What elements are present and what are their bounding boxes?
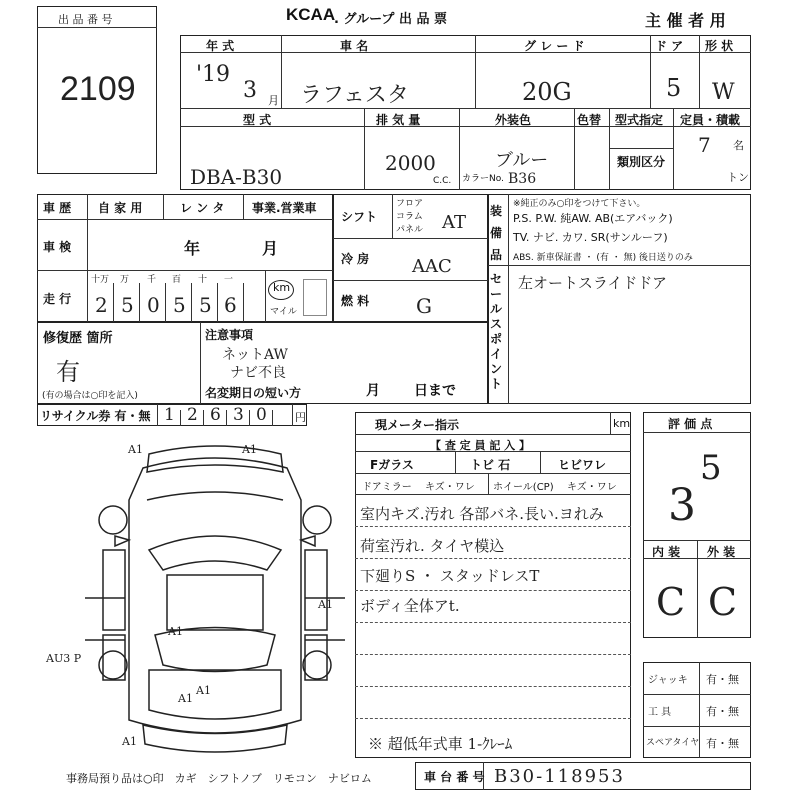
fuel-label: 燃 料 [341,294,370,308]
digit-label-100: 百 [172,275,182,285]
digit-label-10k: 万 [120,275,130,285]
column-option: コラム [396,212,423,222]
mileage-digit: 5 [199,293,212,317]
mile-box [303,279,327,316]
inspection-year-label: 年 [184,239,201,258]
mirror-condition: キズ・ワレ [425,482,475,493]
repair-history-value: 有 [56,358,80,386]
copy-label: 主 催 者 用 [645,11,726,30]
sales-point-value: 左オートスライドドア [518,274,667,292]
rental-option: レ ン タ [180,201,225,215]
equipment-note: ※純正のみ○印をつけて下さい。 [513,199,646,209]
inspector-footer-note: ※ 超低年式車 1-ｸﾚｰﾑ [368,735,513,753]
recycle-unit: 円 [295,411,306,424]
damage-mark: A1 [178,692,193,705]
business-use-option: 事業.営業車 [252,201,317,215]
month-value: 3 [243,78,257,103]
door-label: ド ア [655,39,684,53]
capacity-unit: 名 [733,139,744,152]
car-body-diagram [85,440,345,760]
mile-label: マイル [270,307,297,317]
recycle-digit: 6 [210,405,221,425]
door-value: 5 [666,74,682,102]
displacement-value: 2000 [385,151,436,175]
equipment-line-3: ABS. 新車保証書 ・ (有 ・ 無) 後日送りのみ [513,253,693,263]
repair-history-label: 修復歴 箇所 [43,331,113,346]
damage-mark: A1 [122,735,137,748]
private-use-option: 自 家 用 [98,201,143,215]
score-main: 3 [668,480,696,531]
name-change-label: 名変期日の短い方 [205,386,302,400]
mileage-digit: 2 [95,293,108,317]
capacity-value: 7 [698,133,711,157]
interior-label: 内 装 [652,545,681,559]
model-label: 型 式 [243,113,272,127]
mileage-digit: 0 [147,293,160,317]
mirror-label: ドアミラー [362,482,412,493]
model-designation-label: 型式指定 [615,113,664,127]
mileage-digit: 6 [224,293,237,317]
interior-grade: C [656,580,686,624]
name-change-day: 日まで [414,383,456,399]
color-value: ブルー [495,150,549,171]
shift-label: シフト [341,210,378,224]
damage-mark: A1 [196,684,211,697]
windshield-label: Fガラス [370,458,414,472]
damage-mark: A1 [242,443,257,456]
displacement-unit: C.C. [433,176,452,186]
score-label: 評 価 点 [668,417,713,431]
equipment-line-1: P.S. P.W. 純AW. AB(エアバック) [513,212,673,225]
inspector-note: ボディ全体アt. [360,597,460,615]
recycle-digit: 1 [164,405,175,425]
lot-number: 2109 [60,70,136,108]
accessory-spare-label: スペアタイヤ [646,738,700,748]
km-label: km [273,281,291,294]
caution-label: 注意事項 [205,328,254,342]
repair-history-note: (有の場合は○印を記入) [42,391,138,401]
month-suffix: 月 [268,94,279,107]
color-no-label: カラーNo. [462,174,504,184]
grade-label: グ レ ー ド [524,39,585,53]
lot-number-label: 出 品 番 号 [58,13,113,26]
accessory-jack-value: 有・無 [706,673,739,686]
accessory-spare-value: 有・無 [706,737,739,750]
score-sub: 5 [700,448,722,488]
exterior-label: 外 装 [707,545,736,559]
color-change-label: 色替 [577,113,602,127]
inspector-note: 荷室汚れ. タイヤ模込 [360,537,505,555]
color-no-value: B36 [508,171,537,187]
history-label: 車 歴 [43,201,72,215]
capacity-label: 定員・積載 [680,113,741,127]
car-name-label: 車 名 [340,39,369,53]
exterior-color-label: 外装色 [495,113,532,127]
accessory-jack-label: ジャッキ [648,675,688,686]
floor-option: フロア [396,199,424,209]
digit-label-10: 十 [198,275,208,285]
recycle-label: リサイクル券 有・無 [40,409,151,423]
year-label: 年 式 [206,39,235,53]
accessory-tools-label: 工 具 [648,707,672,718]
chassis-value: B30-118953 [494,766,625,787]
org-title: . グループ 出 品 票 [334,12,448,27]
meter-unit: km [613,417,631,430]
meter-label: 現メーター指示 [375,418,460,432]
inspection-month-label: 月 [262,239,279,258]
shape-value: W [712,80,735,105]
recycle-digit: 0 [256,405,267,425]
car-name-value: ラフェスタ [300,83,409,108]
digit-label-1k: 千 [147,275,157,285]
displacement-label: 排 気 量 [376,113,421,127]
equipment-line-2: TV. ナビ. カワ. SR(サンルーフ) [513,231,668,244]
shape-label: 形 状 [705,39,734,53]
digit-label-100k: 十万 [91,275,110,285]
chassis-label: 車 台 番 号 [424,770,485,784]
mileage-label: 走 行 [43,292,72,306]
inspector-note: 下廻りS ・ スタッドレスT [360,567,540,585]
office-items-note: 事務局預り品は○印 カギ シフトノブ リモコン ナビロム [66,772,372,785]
ac-value: AAC [412,256,452,277]
name-change-month: 月 [366,383,380,399]
class-label: 類別区分 [617,155,666,169]
damage-mark: AU3 P [46,652,82,665]
ac-label: 冷 房 [341,252,370,266]
chip-label: トビ 石 [470,458,511,472]
mileage-digit: 5 [121,293,134,317]
caution-line-2: ナビ不良 [230,365,286,381]
crack-label: ヒビワレ [558,458,607,472]
shift-value: AT [442,212,467,233]
equipment-label: 装 備 品 [490,204,503,262]
model-value: DBA-B30 [190,165,283,189]
wheel-label: ホイール(CP) [493,482,554,493]
org-logo: KCAA [286,5,336,24]
inspector-note: 室内キズ.汚れ 各部バネ.長い.ヨれみ [360,505,604,523]
mileage-digit: 5 [173,293,186,317]
sales-point-label: セールスポイント [490,272,503,391]
damage-mark: A1 [168,625,183,638]
grade-value: 20G [522,78,572,106]
tonnage-unit: トン [727,171,749,184]
inspection-label: 車 検 [43,240,72,254]
digit-label-1: 一 [224,275,234,285]
damage-mark: A1 [318,598,333,611]
wheel-condition: キズ・ワレ [567,482,617,493]
accessory-tools-value: 有・無 [706,705,739,718]
recycle-digit: 2 [187,405,198,425]
damage-mark: A1 [128,443,143,456]
recycle-digit: 3 [233,405,244,425]
caution-line-1: ネットAW [222,347,288,363]
fuel-value: G [416,294,432,318]
panel-option: パネル [396,225,424,235]
exterior-grade: C [708,580,738,624]
inspector-section-label: 【 査 定 員 記 入 】 [430,439,530,452]
year-value: '19 [196,62,231,87]
